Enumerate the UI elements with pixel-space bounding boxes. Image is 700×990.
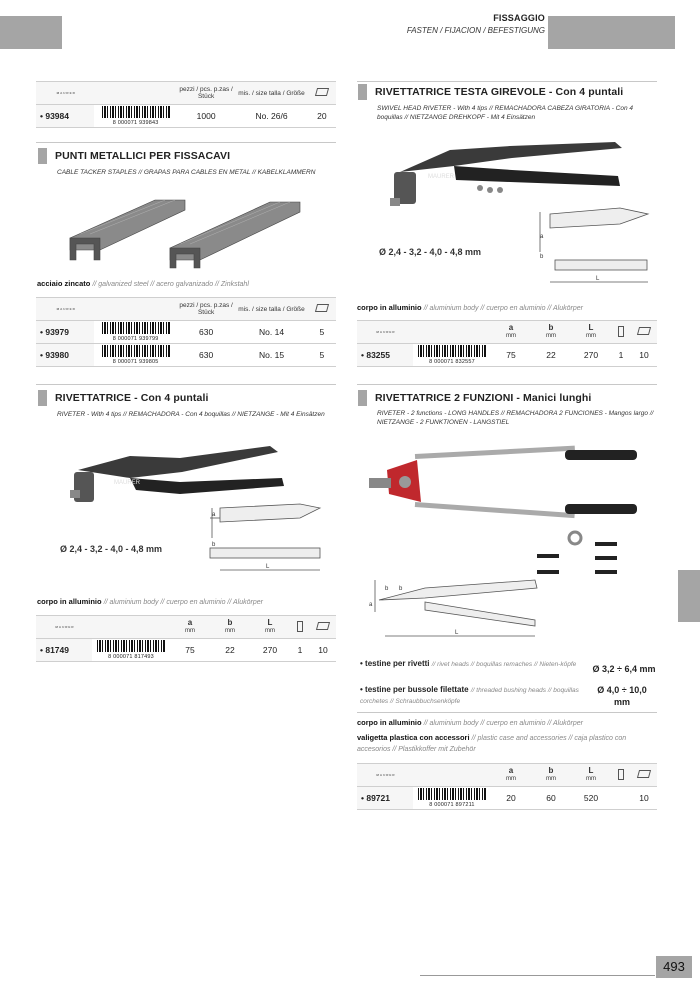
pack-value: 10 — [631, 787, 657, 810]
pack-value: 5 — [308, 321, 336, 344]
svg-text:MAURER: MAURER — [114, 480, 141, 486]
package-icon — [637, 327, 651, 335]
category-subtitle: FASTEN / FIJACION / BEFESTIGUNG — [406, 26, 545, 35]
unit-icon — [297, 621, 303, 632]
swivel-title: RIVETTATRICE TESTA GIREVOLE - Con 4 puntali — [358, 84, 623, 100]
rivet-heads-range: Ø 3,2 ÷ 6,4 mm — [592, 664, 656, 674]
unit-value: 1 — [611, 344, 631, 367]
unit-icon — [618, 326, 624, 337]
table-row — [357, 787, 657, 810]
product-code: • 89721 — [357, 787, 413, 810]
footer-line — [420, 975, 655, 976]
product-code: • 93979 — [36, 321, 94, 344]
product-code: • 81749 — [36, 639, 92, 662]
table-row — [36, 321, 336, 344]
package-icon — [637, 770, 651, 778]
svg-text:b: b — [540, 254, 544, 260]
pieces-value: 630 — [177, 321, 235, 344]
barcode-number: 8 000071 832557 — [429, 359, 475, 365]
2func-subtitle: RIVETER - 2 functions - LONG HANDLES // REMACHADORA 2 FUNCIONES - Mangos largo // NIETZANGE - 2 FUNKTIONEN - LANGSTIEL — [377, 410, 654, 426]
section-divider — [36, 142, 336, 143]
b-value: 22 — [210, 639, 250, 662]
a-value: 75 — [491, 344, 531, 367]
staples-subtitle: CABLE TACKER STAPLES // GRAPAS PARA CABLES EN METAL // KABELKLAMMERN — [57, 169, 316, 176]
barcode-number: 8 000071 939843 — [112, 120, 159, 126]
barcode-image — [97, 640, 165, 652]
size-header: mis. / size talla / Größe — [235, 298, 307, 321]
riveter4-image — [70, 438, 330, 588]
b-value: 60 — [531, 787, 571, 810]
package-icon — [315, 304, 329, 312]
pieces-value: 1000 — [177, 105, 235, 128]
staples-material: acciaio zincato // galvanized steel // acero galvanizado // Zinkstahl — [37, 279, 249, 288]
pack-value: 10 — [310, 639, 336, 662]
swivel-image — [390, 132, 660, 292]
b-header: b mm — [210, 616, 250, 639]
section-divider — [36, 384, 336, 385]
svg-text:L: L — [596, 276, 600, 282]
svg-text:L: L — [455, 630, 459, 636]
section-divider — [357, 81, 657, 82]
product-code: • 93984 — [36, 105, 94, 128]
l-header: L mm — [571, 764, 611, 787]
page-number: 493 — [656, 956, 692, 978]
l-value: 520 — [571, 787, 611, 810]
riveter4-subtitle: RIVETER - With 4 tips // REMACHADORA - Con 4 boquillas // NIETZANGE - Mit 4 Einsätzen — [57, 411, 325, 418]
a-header: a mm — [491, 321, 531, 344]
category-title: FISSAGGIO — [493, 13, 545, 23]
section-divider — [357, 712, 657, 713]
header-bar-left — [0, 16, 62, 49]
pack-value: 5 — [308, 344, 336, 367]
barcode-image — [102, 106, 170, 118]
swivel-material: corpo in alluminio // aluminium body // cuerpo en aluminio // Alukörper — [357, 303, 583, 312]
maurer-logo: MAURER — [357, 321, 413, 344]
top-product-table — [36, 81, 336, 128]
size-value: No. 14 — [235, 321, 307, 344]
svg-text:a: a — [212, 512, 216, 518]
maurer-logo: MAURER — [36, 82, 94, 105]
unit-icon — [618, 769, 624, 780]
b-header: b mm — [531, 764, 571, 787]
table-row — [36, 344, 336, 367]
a-header: a mm — [170, 616, 210, 639]
product-code: • 83255 — [357, 344, 413, 367]
staples-table — [36, 297, 336, 367]
barcode-number: 8 000071 817493 — [108, 654, 154, 660]
riveter4-diameters: Ø 2,4 - 3,2 - 4,0 - 4,8 mm — [60, 544, 163, 554]
staples-title: PUNTI METALLICI PER FISSACAVI — [38, 148, 230, 164]
table-row — [36, 105, 336, 128]
bushing-heads-range: Ø 4,0 ÷ 10,0 mm — [597, 685, 647, 707]
svg-text:MAURER: MAURER — [428, 174, 455, 180]
staples-image — [60, 190, 310, 270]
package-icon — [315, 88, 329, 96]
maurer-logo: MAURER — [357, 764, 413, 787]
svg-text:a: a — [369, 602, 373, 608]
a-value: 75 — [170, 639, 210, 662]
barcode-number: 8 000071 897211 — [429, 802, 475, 808]
barcode-image — [418, 345, 486, 357]
2func-material: corpo in alluminio // aluminium body // cuerpo en aluminio // Alukörper — [357, 718, 583, 727]
barcode-number: 8 000071 939805 — [112, 359, 159, 365]
section-divider — [357, 384, 657, 385]
table-row — [357, 344, 657, 367]
a-header: a mm — [491, 764, 531, 787]
l-value: 270 — [571, 344, 611, 367]
riveter4-material: corpo in alluminio // aluminium body // cuerpo en aluminio // Alukörper — [37, 597, 263, 606]
maurer-logo: MAURER — [36, 616, 92, 639]
bushing-heads-line: • testine per bussole filettate // threaded bushing heads // boquillas corchetes // Schraubbuchsenköpfe — [360, 685, 579, 705]
2func-image — [365, 440, 655, 650]
pieces-header: pezzi / pcs. p.zas / Stück — [177, 298, 235, 321]
swivel-diameters: Ø 2,4 - 3,2 - 4,0 - 4,8 mm — [379, 247, 482, 257]
2func-title: RIVETTATRICE 2 FUNZIONI - Manici lunghi — [358, 390, 591, 406]
pack-value: 20 — [308, 105, 336, 128]
rivet-heads-line: • testine per rivetti // rivet heads // boquillas remaches // Nieten-köpfe — [360, 659, 577, 668]
barcode-number: 8 000071 939799 — [112, 336, 159, 342]
b-value: 22 — [531, 344, 571, 367]
swivel-table — [357, 320, 657, 367]
b-header: b mm — [531, 321, 571, 344]
barcode-image — [102, 322, 170, 334]
svg-text:b: b — [385, 586, 389, 592]
swivel-subtitle: SWIVEL HEAD RIVETER - With 4 tips // REMACHADORA CABEZA GIRATORIA - Con 4 boquillas // NIETZANGE DREHKOPF - Mit 4 Einsätzen — [377, 105, 634, 121]
table-row — [36, 639, 336, 662]
pack-value: 10 — [631, 344, 657, 367]
barcode-image — [418, 788, 486, 800]
a-value: 20 — [491, 787, 531, 810]
svg-text:a: a — [540, 234, 544, 240]
package-icon — [316, 622, 330, 630]
svg-text:b: b — [212, 542, 216, 548]
riveter4-title: RIVETTATRICE - Con 4 puntali — [38, 390, 209, 406]
l-header: L mm — [571, 321, 611, 344]
pieces-header: pezzi / pcs. p.zas / Stück — [177, 82, 235, 105]
size-value: No. 26/6 — [235, 105, 307, 128]
l-value: 270 — [250, 639, 290, 662]
size-value: No. 15 — [235, 344, 307, 367]
unit-value: 1 — [290, 639, 310, 662]
product-code: • 93980 — [36, 344, 94, 367]
pieces-value: 630 — [177, 344, 235, 367]
l-header: L mm — [250, 616, 290, 639]
svg-text:b: b — [399, 586, 403, 592]
riveter4-table — [36, 615, 336, 662]
header-bar-right — [548, 16, 675, 49]
svg-text:L: L — [266, 564, 270, 570]
barcode-image — [102, 345, 170, 357]
size-header: mis. / size talla / Größe — [235, 82, 307, 105]
2func-table — [357, 763, 657, 810]
maurer-logo: MAURER — [36, 298, 94, 321]
side-tab — [678, 570, 700, 622]
2func-case: valigetta plastica con accessori // plastic case and accessories // caja plastico con accesorios // Plastikkoffer mit Zubehör — [357, 733, 627, 753]
